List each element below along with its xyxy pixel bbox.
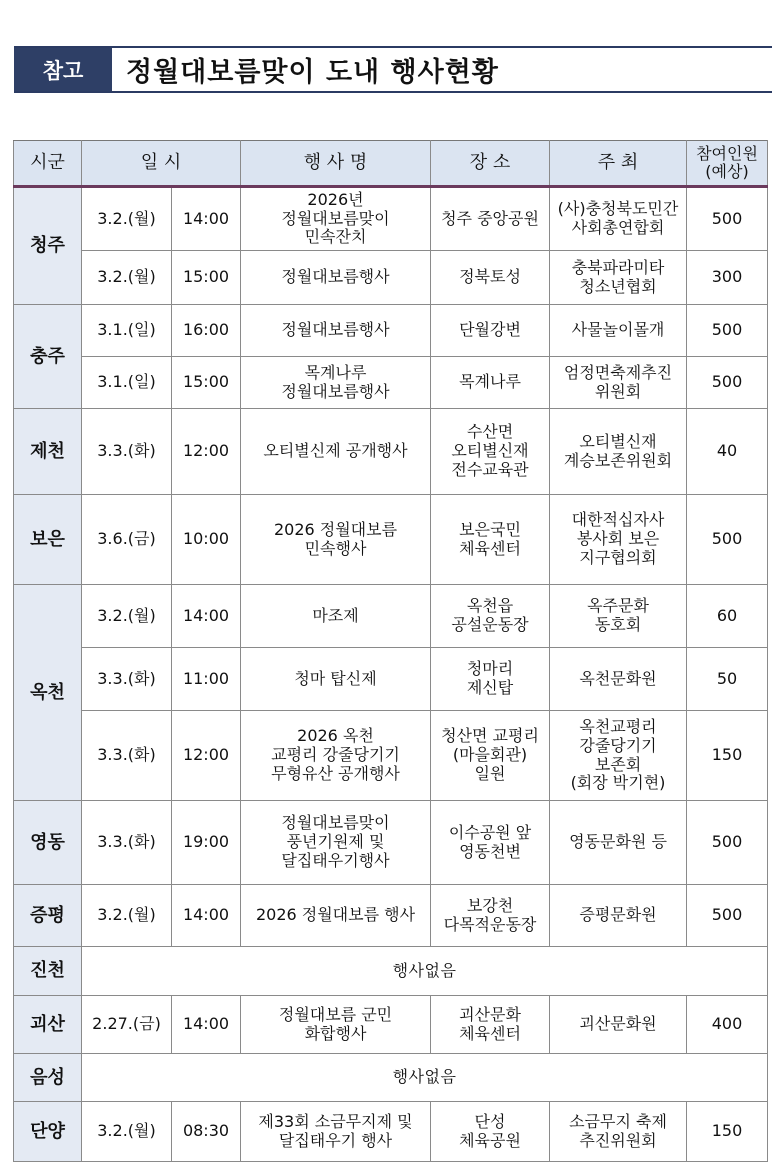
table-row	[14, 305, 768, 357]
participants-cell: 500	[687, 305, 768, 357]
time-cell: 14:00	[172, 585, 241, 648]
date-cell: 3.3.(화)	[82, 648, 172, 711]
table-row	[14, 251, 768, 305]
page-title: 정월대보름맞이 도내 행사현황	[126, 57, 499, 88]
host-cell: 대한적십자사 봉사회 보은 지구협의회	[550, 495, 687, 585]
place-cell: 수산면 오티별신재 전수교육관	[431, 409, 550, 495]
time-cell: 16:00	[172, 305, 241, 357]
time-cell: 14:00	[172, 885, 241, 947]
host-cell: 옥주문화 동호회	[550, 585, 687, 648]
city-cell: 보은	[14, 495, 82, 585]
participants-cell: 60	[687, 585, 768, 648]
city-cell: 옥천	[14, 585, 82, 801]
event-table	[13, 140, 768, 1162]
participants-cell: 150	[687, 711, 768, 801]
time-cell: 12:00	[172, 409, 241, 495]
host-cell: 엄정면축제추진 위원회	[550, 357, 687, 409]
participants-cell: 50	[687, 648, 768, 711]
table-row	[14, 409, 768, 495]
time-cell: 08:30	[172, 1102, 241, 1162]
header-host: 주 최	[550, 141, 687, 187]
city-cell: 음성	[14, 1054, 82, 1102]
city-cell: 증평	[14, 885, 82, 947]
time-cell: 10:00	[172, 495, 241, 585]
table-row	[14, 711, 768, 801]
date-cell: 3.2.(월)	[82, 251, 172, 305]
time-cell: 15:00	[172, 357, 241, 409]
date-cell: 3.2.(월)	[82, 1102, 172, 1162]
date-cell: 3.2.(월)	[82, 585, 172, 648]
no-event-cell: 행사없음	[82, 947, 768, 996]
date-cell: 3.3.(화)	[82, 711, 172, 801]
table-row	[14, 187, 768, 251]
participants-cell: 150	[687, 1102, 768, 1162]
header-datetime: 일 시	[82, 141, 241, 187]
event-cell: 청마 탑신제	[241, 648, 431, 711]
place-cell: 목계나루	[431, 357, 550, 409]
event-cell: 2026 정월대보름 행사	[241, 885, 431, 947]
host-cell: 괴산문화원	[550, 996, 687, 1054]
table-row	[14, 1054, 768, 1102]
table-row	[14, 801, 768, 885]
place-cell: 청산면 교평리 (마을회관) 일원	[431, 711, 550, 801]
host-cell: 영동문화원 등	[550, 801, 687, 885]
host-cell: 옥천문화원	[550, 648, 687, 711]
event-cell: 2026년 정월대보름맞이 민속잔치	[241, 187, 431, 251]
place-cell: 괴산문화 체육센터	[431, 996, 550, 1054]
place-cell: 단성 체육공원	[431, 1102, 550, 1162]
date-cell: 3.1.(일)	[82, 305, 172, 357]
city-cell: 단양	[14, 1102, 82, 1162]
place-cell: 청마리 제신탑	[431, 648, 550, 711]
date-cell: 3.3.(화)	[82, 409, 172, 495]
event-cell: 오티별신제 공개행사	[241, 409, 431, 495]
city-cell: 제천	[14, 409, 82, 495]
event-cell: 정월대보름맞이 풍년기원제 및 달집태우기행사	[241, 801, 431, 885]
participants-cell: 500	[687, 357, 768, 409]
place-cell: 이수공원 앞 영동천변	[431, 801, 550, 885]
city-cell: 충주	[14, 305, 82, 409]
participants-cell: 500	[687, 495, 768, 585]
host-cell: (사)충청북도민간 사회총연합회	[550, 187, 687, 251]
time-cell: 12:00	[172, 711, 241, 801]
date-cell: 3.3.(화)	[82, 801, 172, 885]
event-cell: 정월대보름 군민 화합행사	[241, 996, 431, 1054]
participants-cell: 300	[687, 251, 768, 305]
host-cell: 오티별신재 계승보존위원회	[550, 409, 687, 495]
no-event-cell: 행사없음	[82, 1054, 768, 1102]
host-cell: 충북파라미타 청소년협회	[550, 251, 687, 305]
participants-cell: 500	[687, 885, 768, 947]
header-participants-label: 참여인원	[696, 144, 758, 164]
city-cell: 진천	[14, 947, 82, 996]
event-cell: 2026 정월대보름 민속행사	[241, 495, 431, 585]
table-row	[14, 885, 768, 947]
host-cell: 증평문화원	[550, 885, 687, 947]
header-city: 시군	[14, 141, 82, 187]
host-cell: 옥천교평리 강줄당기기 보존회 (회장 박기현)	[550, 711, 687, 801]
place-cell: 옥천읍 공설운동장	[431, 585, 550, 648]
table-header-row	[14, 141, 768, 187]
header-participants	[687, 141, 768, 187]
time-cell: 14:00	[172, 996, 241, 1054]
time-cell: 15:00	[172, 251, 241, 305]
place-cell: 보강천 다목적운동장	[431, 885, 550, 947]
date-cell: 2.27.(금)	[82, 996, 172, 1054]
event-cell: 제33회 소금무지제 및 달집태우기 행사	[241, 1102, 431, 1162]
time-cell: 11:00	[172, 648, 241, 711]
place-cell: 정북토성	[431, 251, 550, 305]
date-cell: 3.2.(월)	[82, 885, 172, 947]
place-cell: 청주 중앙공원	[431, 187, 550, 251]
header-place: 장 소	[431, 141, 550, 187]
event-cell: 목계나루 정월대보름행사	[241, 357, 431, 409]
place-cell: 단월강변	[431, 305, 550, 357]
event-cell: 정월대보름행사	[241, 305, 431, 357]
participants-cell: 500	[687, 801, 768, 885]
time-cell: 19:00	[172, 801, 241, 885]
header-event: 행 사 명	[241, 141, 431, 187]
event-cell: 마조제	[241, 585, 431, 648]
header-participants-note: (예상)	[705, 162, 749, 181]
date-cell: 3.6.(금)	[82, 495, 172, 585]
table-row	[14, 495, 768, 585]
page-header	[14, 46, 772, 93]
event-cell: 정월대보름행사	[241, 251, 431, 305]
table-row	[14, 996, 768, 1054]
date-cell: 3.1.(일)	[82, 357, 172, 409]
table-row	[14, 357, 768, 409]
table-row	[14, 1102, 768, 1162]
table-row	[14, 947, 768, 996]
time-cell: 14:00	[172, 187, 241, 251]
host-cell: 소금무지 축제 추진위원회	[550, 1102, 687, 1162]
participants-cell: 40	[687, 409, 768, 495]
table-row	[14, 585, 768, 648]
event-cell: 2026 옥천 교평리 강줄당기기 무형유산 공개행사	[241, 711, 431, 801]
city-cell: 청주	[14, 187, 82, 305]
participants-cell: 500	[687, 187, 768, 251]
participants-cell: 400	[687, 996, 768, 1054]
place-cell: 보은국민 체육센터	[431, 495, 550, 585]
host-cell: 사물놀이몰개	[550, 305, 687, 357]
reference-tag: 참고	[14, 48, 112, 91]
date-cell: 3.2.(월)	[82, 187, 172, 251]
table-row	[14, 648, 768, 711]
city-cell: 영동	[14, 801, 82, 885]
city-cell: 괴산	[14, 996, 82, 1054]
